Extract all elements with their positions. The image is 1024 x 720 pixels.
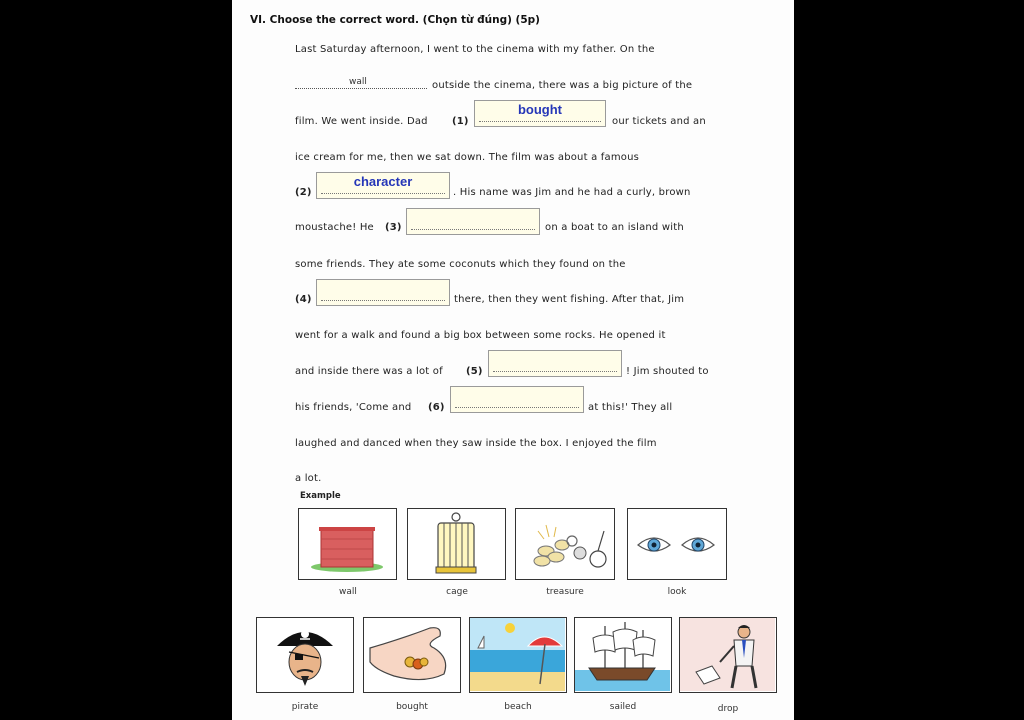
blank-label-6: (6) — [428, 402, 445, 413]
text-line-9: went for a walk and found a big box between some rocks. He opened it — [295, 330, 666, 341]
sailed-picture[interactable] — [574, 617, 672, 693]
example-blank — [295, 88, 427, 89]
treasure-icon — [516, 509, 612, 578]
caption-bought: bought — [396, 702, 428, 712]
text-line-11b: at this!' They all — [588, 402, 673, 413]
cage-picture[interactable] — [407, 508, 506, 580]
pirate-icon — [257, 618, 352, 691]
bought-picture[interactable] — [363, 617, 461, 693]
answer-box-2[interactable] — [316, 172, 450, 199]
caption-sailed: sailed — [609, 702, 637, 712]
beach-icon — [470, 618, 565, 691]
text-line-12: laughed and danced when they saw inside the box. I enjoyed the film — [295, 438, 657, 449]
hand-coins-icon — [364, 618, 459, 691]
text-line-3a: film. We went inside. Dad — [295, 116, 428, 127]
caption-pirate: pirate — [291, 702, 319, 712]
text-line-3b: our tickets and an — [612, 116, 706, 127]
drop-picture[interactable] — [679, 617, 777, 693]
look-picture[interactable] — [627, 508, 727, 580]
text-line-8b: there, then they went fishing. After that, Jim — [454, 294, 685, 305]
text-line-1: Last Saturday afternoon, I went to the cinema with my father. On the — [295, 44, 655, 55]
text-line-10b: ! Jim shouted to — [626, 366, 709, 377]
caption-wall: wall — [339, 587, 357, 597]
exercise-heading: VI. Choose the correct word. (Chọn từ đúng) (5p) — [250, 14, 540, 26]
man-dropping-box-icon — [680, 618, 775, 691]
caption-look: look — [667, 587, 687, 597]
beach-picture[interactable] — [469, 617, 567, 693]
cage-icon — [408, 509, 504, 578]
worksheet — [232, 0, 794, 720]
answer-1: bought — [517, 102, 563, 117]
answer-box-6[interactable] — [450, 386, 584, 413]
text-line-10a: and inside there was a lot of — [295, 366, 443, 377]
caption-drop: drop — [717, 704, 739, 714]
blank-label-5: (5) — [466, 366, 483, 377]
wall-icon — [299, 509, 395, 578]
blank-label-2: (2) — [295, 187, 312, 198]
eyes-icon — [628, 509, 724, 578]
text-line-2: outside the cinema, there was a big picture of the — [432, 80, 693, 91]
caption-beach: beach — [504, 702, 532, 712]
ship-icon — [575, 618, 670, 691]
wall-picture[interactable] — [298, 508, 397, 580]
caption-treasure: treasure — [546, 587, 584, 597]
example-label: Example — [300, 491, 341, 501]
answer-box-3[interactable] — [406, 208, 540, 235]
answer-box-5[interactable] — [488, 350, 622, 377]
answer-box-4[interactable] — [316, 279, 450, 306]
text-line-6a: moustache! He — [295, 222, 374, 233]
text-line-4: ice cream for me, then we sat down. The film was about a famous — [295, 152, 640, 163]
pirate-picture[interactable] — [256, 617, 354, 693]
blank-label-1: (1) — [452, 116, 469, 127]
caption-cage: cage — [446, 587, 468, 597]
text-line-11a: his friends, 'Come and — [295, 402, 412, 413]
blank-label-4: (4) — [295, 294, 312, 305]
text-line-13: a lot. — [295, 473, 322, 484]
treasure-picture[interactable] — [515, 508, 615, 580]
text-line-7: some friends. They ate some coconuts which they found on the — [295, 259, 626, 270]
example-answer: wall — [349, 77, 367, 87]
text-line-5b: . His name was Jim and he had a curly, brown — [453, 187, 691, 198]
text-line-6b: on a boat to an island with — [545, 222, 684, 233]
blank-label-3: (3) — [385, 222, 402, 233]
answer-box-1[interactable] — [474, 100, 606, 127]
answer-2: character — [353, 174, 413, 189]
